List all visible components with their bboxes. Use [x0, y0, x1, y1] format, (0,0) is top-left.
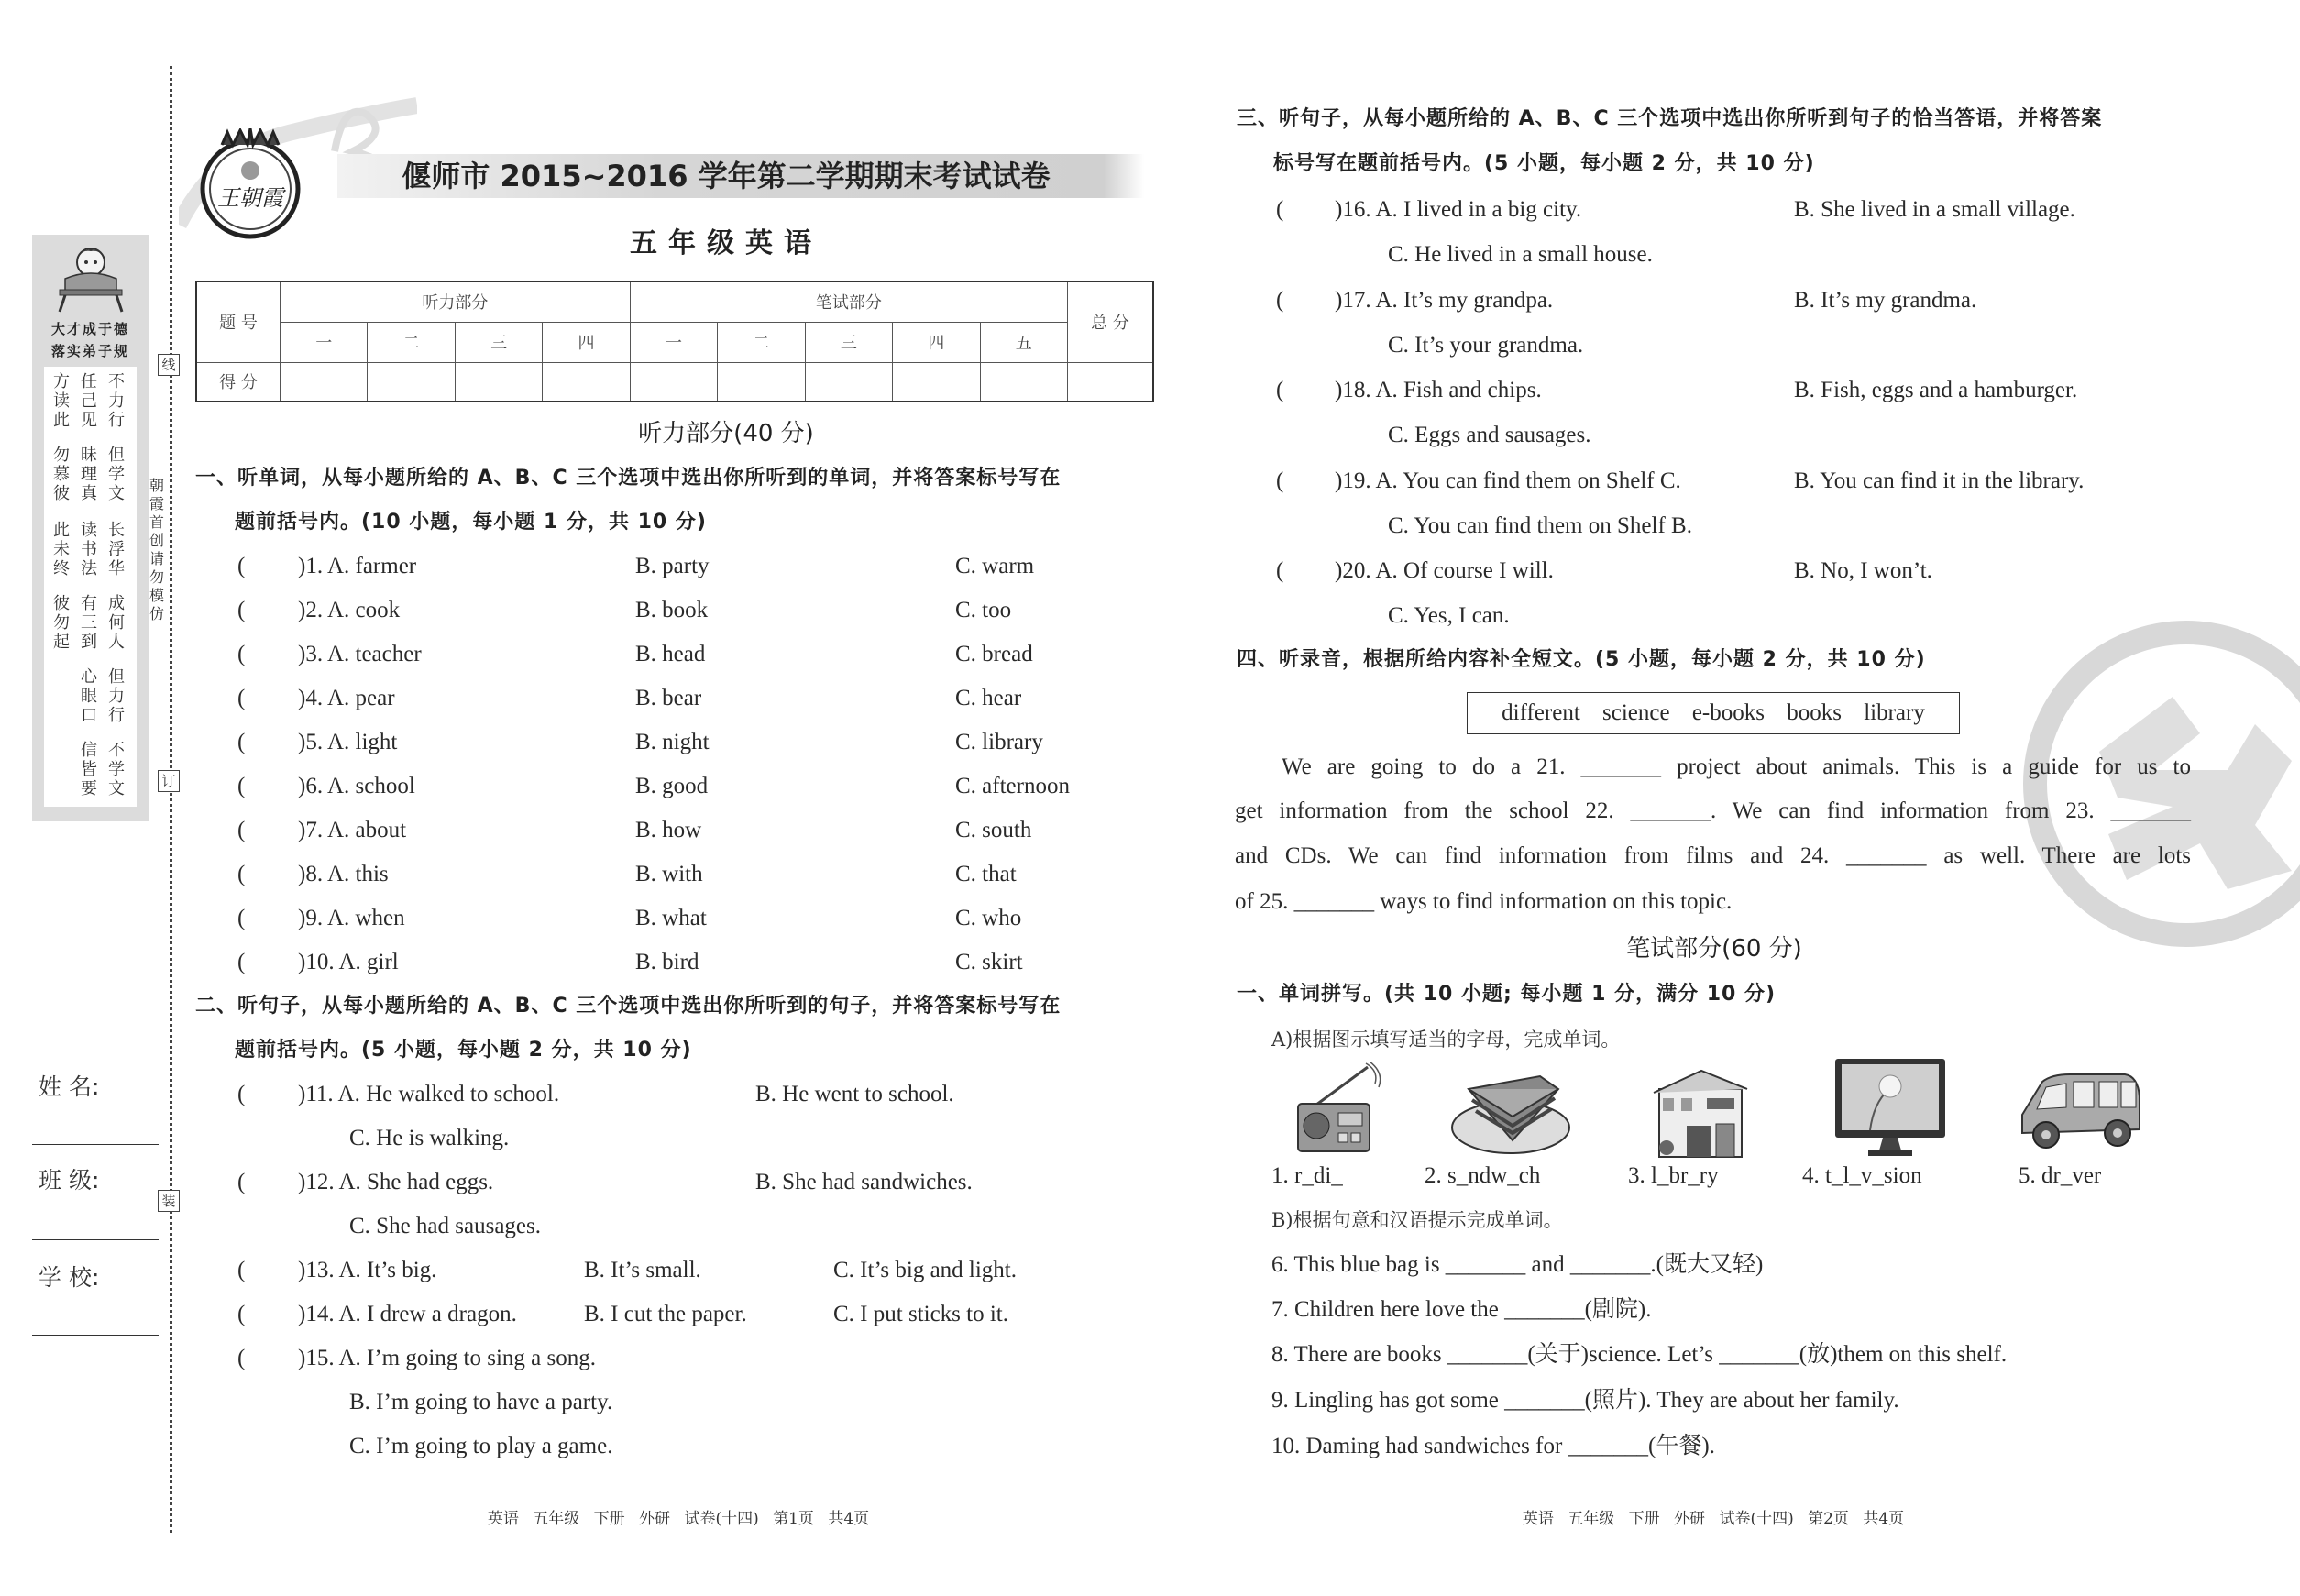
writing-col-header: 四 — [893, 322, 980, 362]
question-number-option-a: )6. A. school — [298, 774, 415, 798]
answer-bracket[interactable]: ( — [237, 1082, 246, 1106]
binding-mark-staple: 订 — [158, 770, 180, 792]
school-label: 学 校: — [39, 1264, 100, 1291]
option-c: C. I put sticks to it. — [833, 1302, 1008, 1326]
class-label: 班 级: — [39, 1167, 100, 1194]
picture-word-label: 4. t_l_v_sion — [1802, 1163, 1922, 1188]
score-cell[interactable] — [1068, 362, 1154, 402]
spelling-item: 10. Daming had sandwiches for _______(午餐). — [1271, 1434, 1715, 1458]
question-number-option-a: )7. A. about — [298, 818, 407, 842]
question-number-option-a: )16. A. I lived in a big city. — [1335, 197, 1582, 222]
option-c: C. You can find them on Shelf B. — [1388, 512, 1692, 538]
score-cell[interactable] — [718, 362, 805, 402]
answer-bracket[interactable]: ( — [237, 686, 246, 710]
option-c: C. It’s your grandma. — [1388, 332, 1584, 358]
answer-bracket[interactable]: ( — [237, 642, 246, 666]
part4-instruction: 四、听录音，根据所给内容补全短文。(5 小题，每小题 2 分，共 10 分) — [1237, 648, 1926, 671]
brand-logo — [194, 128, 306, 240]
passage-line: We are going to do a 21. _______ project about animals. This is a guide for us to — [1282, 754, 2191, 779]
student-reading-icon — [52, 240, 129, 315]
score-cell[interactable] — [455, 362, 542, 402]
answer-bracket[interactable]: ( — [237, 1258, 246, 1282]
page-footer: 英语 五年级 下册 外研 试卷(十四) 第1页 共4页 — [487, 1510, 870, 1528]
listening-col-header: 一 — [281, 322, 368, 362]
passage-line: of 25. _______ ways to find information on this topic. — [1235, 889, 1733, 914]
option-c: C. who — [955, 906, 1022, 930]
answer-bracket[interactable]: ( — [237, 730, 246, 754]
listening-col-header: 四 — [543, 322, 630, 362]
question-number-option-a: )20. A. Of course I will. — [1335, 558, 1554, 583]
score-table — [195, 281, 1154, 402]
part3-instruction-cont: 标号写在题前括号内。(5 小题，每小题 2 分，共 10 分) — [1273, 152, 1815, 175]
motto-verse: 成何人 — [108, 594, 125, 652]
option-b: B. She lived in a small village. — [1794, 197, 2075, 222]
option-b: B. how — [635, 818, 702, 842]
answer-bracket[interactable]: ( — [1276, 558, 1284, 583]
option-b: B. party — [635, 554, 710, 578]
answer-bracket[interactable]: ( — [237, 1302, 246, 1326]
part3-instruction: 三、听句子，从每小题所给的 A、B、C 三个选项中选出你所听到句子的恰当答语，并将答案 — [1237, 107, 2103, 130]
question-number-option-a: )3. A. teacher — [298, 642, 422, 666]
motto-verse: 读书法 — [81, 521, 97, 578]
binding-mark-line: 线 — [158, 354, 180, 376]
passage-line: get information from the school 22. _______. We can find information from 23. _______ — [1235, 798, 2191, 823]
score-cell[interactable] — [980, 362, 1068, 402]
option-c: C. too — [955, 598, 1012, 622]
spelling-item: 6. This blue bag is _______ and _______.(既大又轻) — [1271, 1252, 1764, 1277]
answer-bracket[interactable]: ( — [237, 950, 246, 974]
score-cell[interactable] — [543, 362, 630, 402]
option-c: C. I’m going to play a game. — [349, 1434, 613, 1458]
question-number-option-a: )8. A. this — [298, 862, 389, 886]
score-cell[interactable] — [805, 362, 892, 402]
option-b: B. No, I won’t. — [1794, 558, 1932, 583]
part2-instruction: 二、听句子，从每小题所给的 A、B、C 三个选项中选出你所听到的句子，并将答案标号写在 — [195, 995, 1062, 1018]
exam-title: 偃师市 2015~2016 学年第二学期期末考试试卷 — [402, 159, 1051, 193]
motto-verse: 不力行 — [108, 372, 125, 430]
sandwich-icon — [1448, 1071, 1573, 1160]
option-c: C. Yes, I can. — [1388, 603, 1510, 628]
motto-verse: 信皆要 — [81, 741, 97, 798]
picture-word-label: 5. dr_ver — [2019, 1163, 2102, 1188]
option-c: C. hear — [955, 686, 1022, 710]
question-number-option-a: )17. A. It’s my grandpa. — [1335, 287, 1554, 313]
listening-col-header: 二 — [368, 322, 455, 362]
option-c: C. warm — [955, 554, 1035, 578]
motto-verse: 勿慕彼 — [53, 446, 70, 503]
listening-header: 听力部分 — [281, 281, 631, 322]
writing-section-title: 笔试部分(60 分) — [1626, 935, 1802, 963]
option-b: B. I cut the paper. — [584, 1302, 747, 1326]
school-field[interactable] — [32, 1335, 159, 1336]
car-icon — [2015, 1069, 2143, 1158]
name-label: 姓 名: — [39, 1073, 100, 1100]
answer-bracket[interactable]: ( — [1276, 468, 1284, 493]
option-b: B. with — [635, 862, 703, 886]
picture-word-label: 1. r_di_ — [1271, 1163, 1343, 1188]
option-b: B. Fish, eggs and a hamburger. — [1794, 378, 2078, 402]
option-b: B. He went to school. — [755, 1082, 954, 1106]
svg-text:王朝霞: 王朝霞 — [217, 185, 283, 211]
question-number-option-a: )10. A. girl — [298, 950, 399, 974]
answer-bracket[interactable]: ( — [1276, 287, 1284, 313]
option-b: B. good — [635, 774, 709, 798]
question-number-option-a: )13. A. It’s big. — [298, 1258, 437, 1282]
picture-word-label: 3. l_br_ry — [1628, 1163, 1719, 1188]
score-cell[interactable] — [893, 362, 980, 402]
motto-verse: 昧理真 — [81, 446, 97, 503]
answer-bracket[interactable]: ( — [237, 1170, 246, 1194]
answer-bracket[interactable]: ( — [237, 598, 246, 622]
writing-col-header: 二 — [718, 322, 805, 362]
spelling-part-a: A)根据图示填写适当的字母，完成单词。 — [1271, 1029, 1621, 1051]
radio-icon — [1294, 1062, 1382, 1158]
question-number-option-a: )12. A. She had eggs. — [298, 1170, 494, 1194]
total-label: 总 分 — [1068, 281, 1154, 362]
spelling-item: 9. Lingling has got some _______(照片). They are about her family. — [1271, 1388, 1899, 1413]
option-b: B. I’m going to have a party. — [349, 1390, 613, 1414]
option-b: B. It’s small. — [584, 1258, 701, 1282]
option-b: B. It’s my grandma. — [1794, 287, 1977, 313]
option-b: B. bear — [635, 686, 702, 710]
spelling-item: 7. Children here love the _______(剧院). — [1271, 1297, 1652, 1322]
side-note: 朝霞首创 请勿模仿 — [149, 477, 165, 622]
binding-line — [170, 66, 172, 1533]
option-b: B. night — [635, 730, 710, 754]
option-c: C. He lived in a small house. — [1388, 242, 1653, 267]
option-b: B. bird — [635, 950, 699, 974]
library-icon — [1650, 1062, 1751, 1163]
motto-verse: 有三到 — [81, 594, 97, 652]
option-c: C. Eggs and sausages. — [1388, 423, 1591, 447]
question-number-option-a: )18. A. Fish and chips. — [1335, 378, 1542, 402]
answer-bracket[interactable]: ( — [1276, 197, 1284, 222]
item-number-label: 题 号 — [196, 281, 281, 362]
class-field[interactable] — [32, 1239, 159, 1240]
score-label: 得 分 — [196, 362, 281, 402]
option-c: C. She had sausages. — [349, 1214, 541, 1238]
page-footer: 英语 五年级 下册 外研 试卷(十四) 第2页 共4页 — [1522, 1510, 1905, 1528]
writing-col-header: 一 — [630, 322, 717, 362]
listening-col-header: 三 — [455, 322, 542, 362]
writing-header: 笔试部分 — [630, 281, 1067, 322]
option-b: B. She had sandwiches. — [755, 1170, 973, 1194]
binding-mark-bind: 装 — [158, 1190, 180, 1212]
writing-col-header: 五 — [980, 322, 1068, 362]
name-field[interactable] — [32, 1144, 159, 1145]
part1-instruction-cont: 题前括号内。(10 小题，每小题 1 分，共 10 分) — [235, 511, 707, 534]
motto-line-2: 落实弟子规 — [50, 343, 129, 359]
motto-line-1: 大才成于德 — [50, 321, 129, 337]
question-number-option-a: )19. A. You can find them on Shelf C. — [1335, 468, 1681, 493]
motto-sidebar — [32, 235, 149, 821]
option-b: B. You can find it in the library. — [1794, 468, 2085, 493]
answer-bracket[interactable]: ( — [237, 818, 246, 842]
option-c: C. afternoon — [955, 774, 1070, 798]
option-c: C. that — [955, 862, 1017, 886]
listening-section-title: 听力部分(40 分) — [638, 420, 814, 447]
option-b: B. book — [635, 598, 709, 622]
option-c: C. He is walking. — [349, 1126, 510, 1150]
spelling-instruction: 一、单词拼写。(共 10 小题; 每小题 1 分，满分 10 分) — [1237, 983, 1777, 1006]
option-c: C. It’s big and light. — [833, 1258, 1017, 1282]
part1-instruction: 一、听单词，从每小题所给的 A、B、C 三个选项中选出你所听到的单词，并将答案标号写在 — [195, 467, 1062, 490]
motto-verses — [44, 367, 137, 807]
picture-word-label: 2. s_ndw_ch — [1425, 1163, 1541, 1188]
answer-bracket[interactable]: ( — [237, 906, 246, 930]
watermark-seal — [2017, 614, 2300, 963]
question-number-option-a: )2. A. cook — [298, 598, 401, 622]
motto-verse: 任己见 — [81, 372, 97, 430]
motto-verse: 心眼口 — [81, 667, 97, 725]
motto-verse: 方读此 — [53, 372, 70, 430]
part2-instruction-cont: 题前括号内。(5 小题，每小题 2 分，共 10 分) — [235, 1039, 692, 1062]
question-number-option-a: )11. A. He walked to school. — [298, 1082, 560, 1106]
motto-verse: 但学文 — [108, 446, 125, 503]
option-c: C. south — [955, 818, 1032, 842]
option-c: C. bread — [955, 642, 1033, 666]
score-cell[interactable] — [368, 362, 455, 402]
spelling-item: 8. There are books _______(关于)science. Let’s _______(放)them on this shelf. — [1271, 1342, 2008, 1367]
question-number-option-a: )9. A. when — [298, 906, 405, 930]
answer-bracket[interactable]: ( — [237, 554, 246, 578]
question-number-option-a: )14. A. I drew a dragon. — [298, 1302, 517, 1326]
score-cell[interactable] — [630, 362, 717, 402]
option-b: B. what — [635, 906, 707, 930]
motto-verse: 不学文 — [108, 741, 125, 798]
answer-bracket[interactable]: ( — [237, 862, 246, 886]
word-bank-box: different science e-books books library — [1467, 692, 1960, 734]
answer-bracket[interactable]: ( — [1276, 378, 1284, 402]
writing-col-header: 三 — [805, 322, 892, 362]
motto-verse: 但力行 — [108, 667, 125, 725]
spelling-part-b: B)根据句意和汉语提示完成单词。 — [1271, 1209, 1563, 1231]
question-number-option-a: )4. A. pear — [298, 686, 395, 710]
question-number-option-a: )15. A. I’m going to sing a song. — [298, 1346, 596, 1370]
score-cell[interactable] — [281, 362, 368, 402]
answer-bracket[interactable]: ( — [237, 1346, 246, 1370]
television-icon — [1833, 1057, 1947, 1162]
motto-verse: 彼勿起 — [53, 594, 70, 652]
option-c: C. library — [955, 730, 1043, 754]
option-b: B. head — [635, 642, 706, 666]
answer-bracket[interactable]: ( — [237, 774, 246, 798]
motto-verse: 此未终 — [53, 521, 70, 578]
option-c: C. skirt — [955, 950, 1023, 974]
question-number-option-a: )5. A. light — [298, 730, 398, 754]
motto-verse: 长浮华 — [108, 521, 125, 578]
question-number-option-a: )1. A. farmer — [298, 554, 417, 578]
passage-line: and CDs. We can find information from films and 24. _______ as well. There are lots — [1235, 843, 2191, 868]
exam-subtitle: 五年级英语 — [630, 227, 822, 259]
